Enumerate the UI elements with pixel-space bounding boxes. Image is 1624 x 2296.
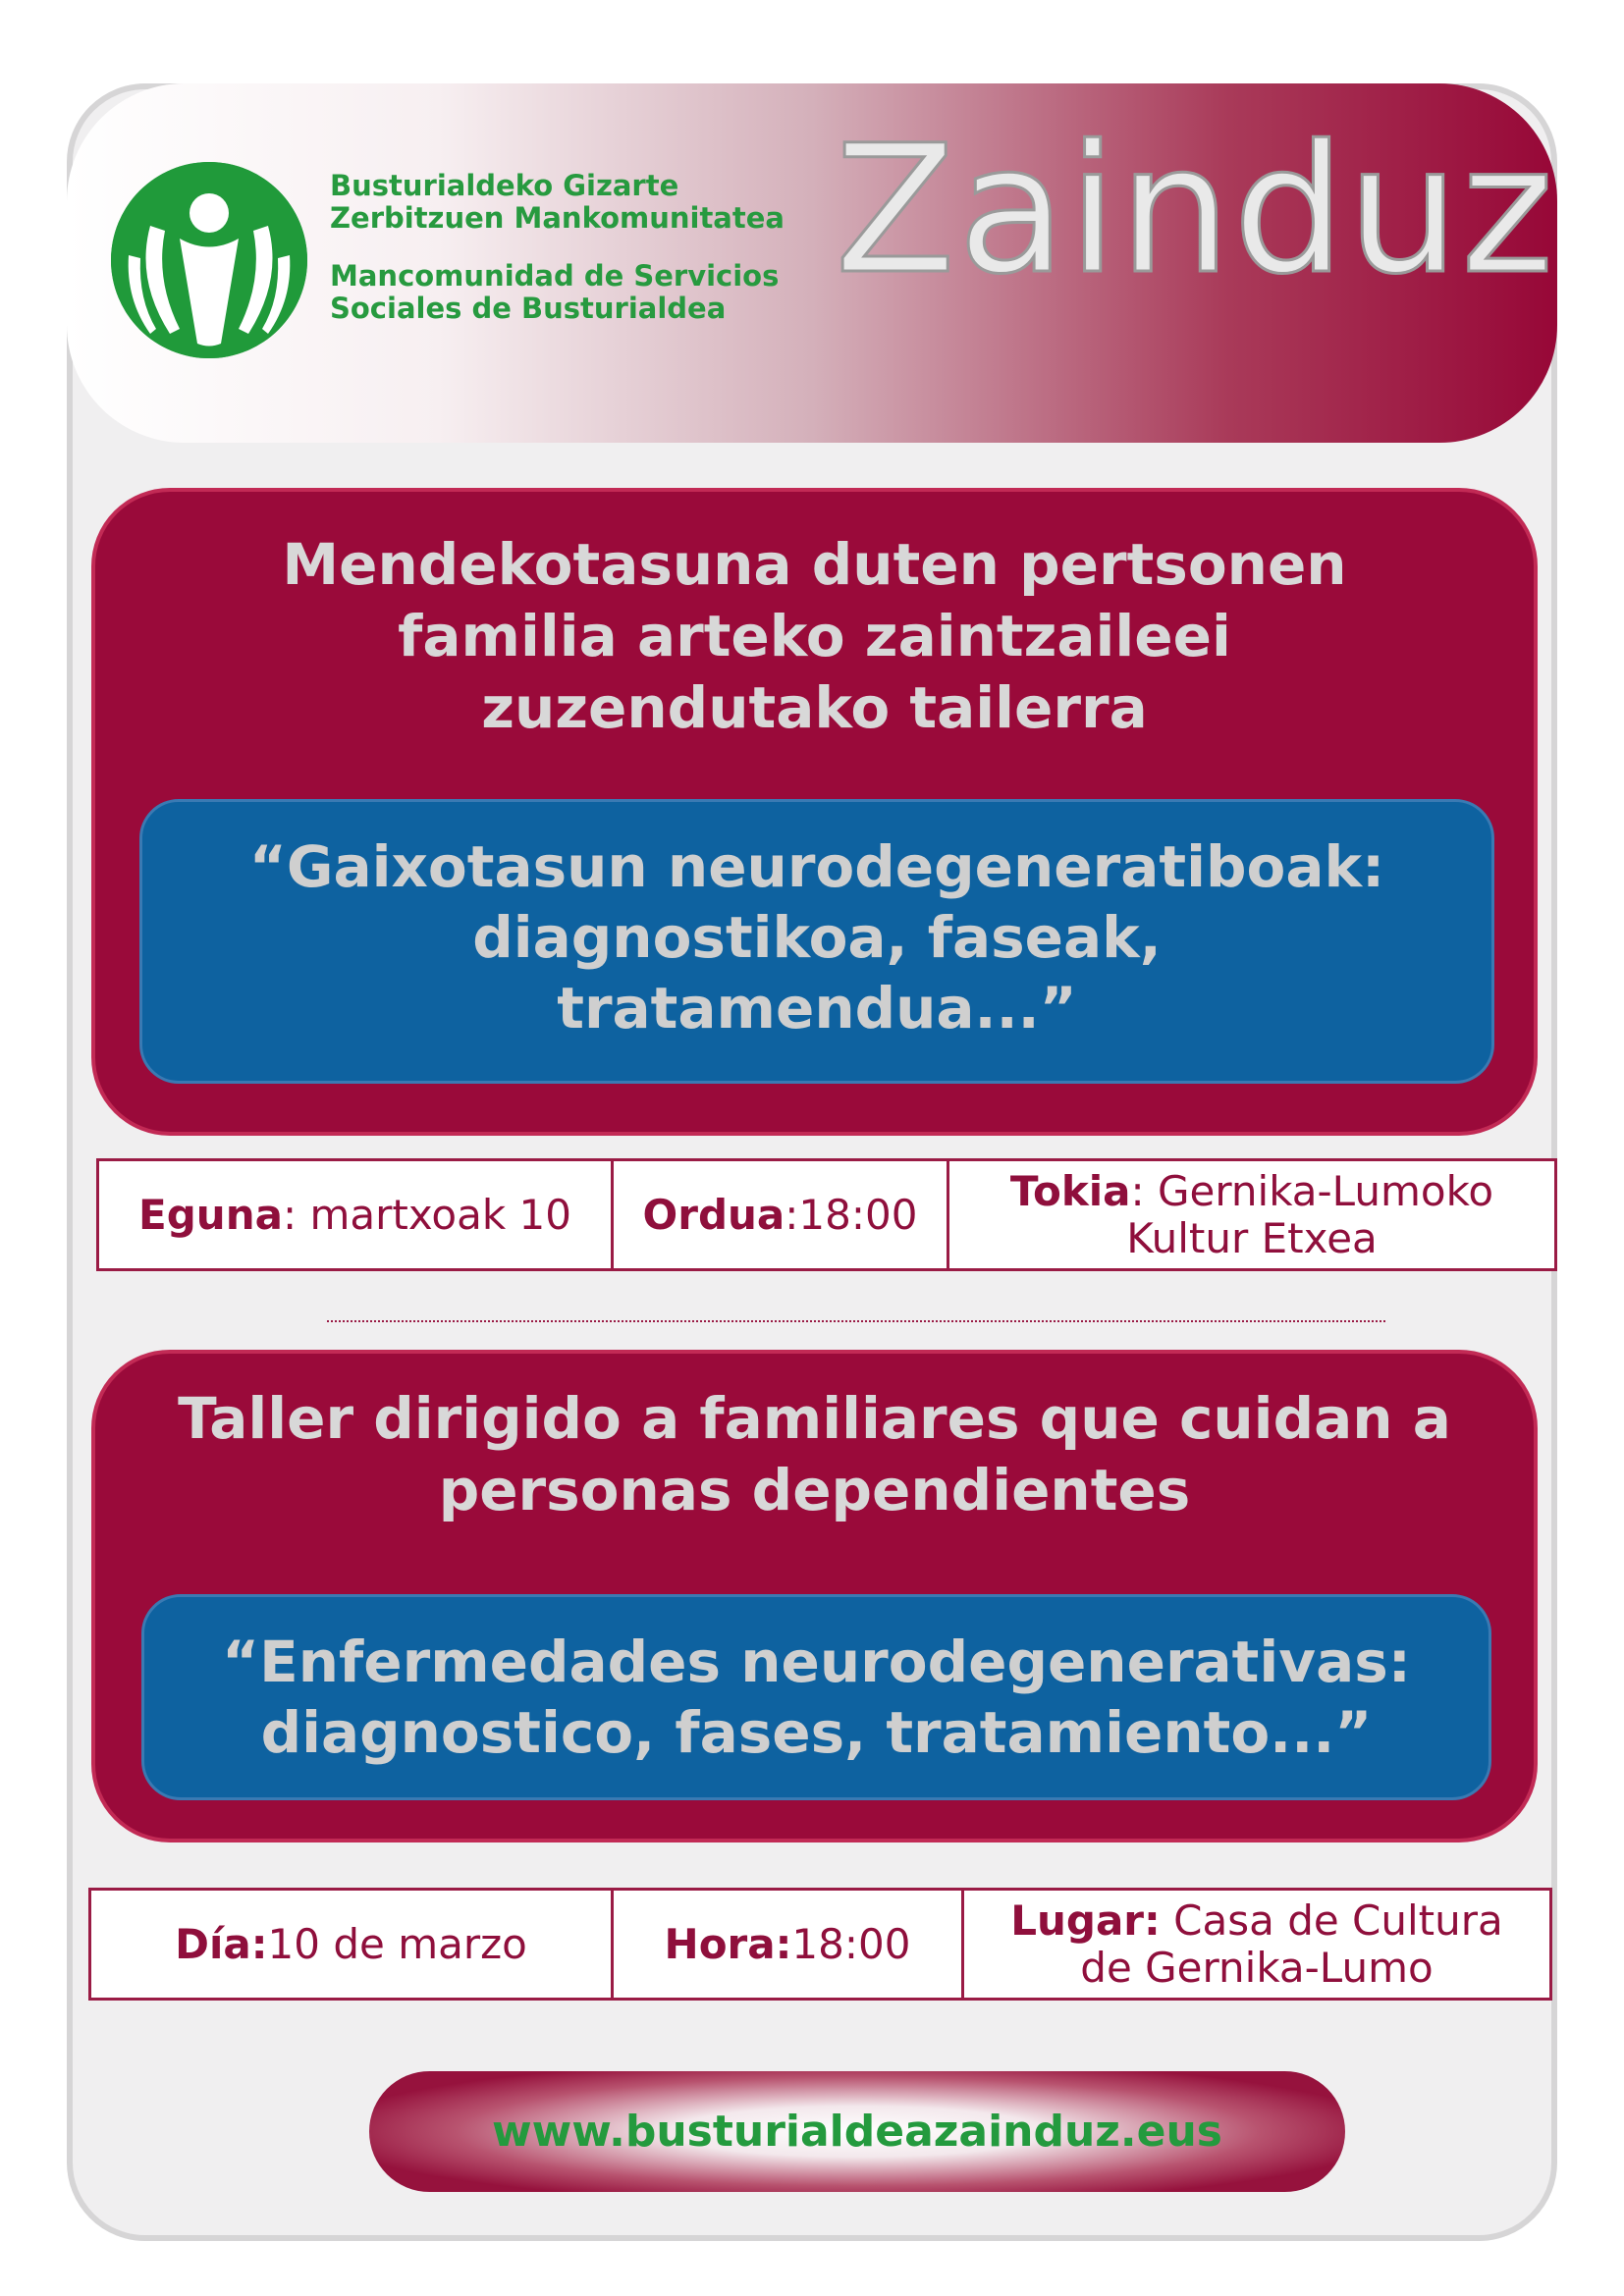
website-url[interactable]: www.busturialdeazainduz.eus — [491, 2107, 1222, 2157]
basque-topic-text — [142, 831, 1491, 1043]
basque-time-value: :18:00 — [785, 1190, 918, 1239]
basque-title-line3: zuzendutako tailerra — [481, 674, 1148, 741]
org-name-basque — [330, 170, 785, 235]
spanish-topic-line2: diagnostico, fases, tratamiento...” — [260, 1699, 1373, 1766]
spanish-time-value: 18:00 — [791, 1919, 911, 1968]
basque-topic-line2: diagnostikoa, faseak, — [472, 904, 1162, 971]
org-name-basque-line1: Busturialdeko Gizarte — [330, 169, 679, 202]
spanish-time-cell — [614, 1891, 964, 1998]
page-title: Zainduz — [835, 108, 1556, 313]
basque-title-line1: Mendekotasuna duten pertsonen — [282, 531, 1347, 598]
spanish-place-value-line2: de Gernika-Lumo — [1080, 1943, 1434, 1992]
spanish-place-value-line1: Casa de Cultura — [1160, 1896, 1503, 1945]
spanish-day-label: Día: — [175, 1919, 268, 1968]
spanish-topic-box — [141, 1594, 1491, 1800]
spanish-title-line2: personas dependientes — [438, 1457, 1191, 1523]
basque-event-details — [96, 1158, 1557, 1271]
basque-title-line2: familia arteko zaintzaileei — [398, 603, 1231, 669]
spanish-topic-line1: “Enfermedades neurodegenerativas: — [222, 1629, 1411, 1695]
basque-time-cell — [614, 1161, 949, 1268]
basque-topic-line3: tratamendua...” — [557, 975, 1077, 1041]
spanish-time-label: Hora: — [664, 1919, 792, 1968]
basque-time-label: Ordua — [642, 1190, 785, 1239]
basque-place-cell — [949, 1161, 1554, 1268]
basque-topic-line1: “Gaixotasun neurodegeneratiboak: — [248, 833, 1385, 900]
basque-day-cell — [99, 1161, 614, 1268]
org-name-spanish — [330, 260, 779, 325]
basque-place-label: Tokia — [1009, 1166, 1131, 1215]
basque-workshop-panel — [91, 488, 1538, 1136]
logo-figure-icon — [111, 162, 307, 358]
org-name-basque-line2: Zerbitzuen Mankomunitatea — [330, 201, 785, 235]
spanish-title-line1: Taller dirigido a familiares que cuidan a — [178, 1385, 1451, 1452]
basque-place-value-line2: Kultur Etxea — [1126, 1213, 1378, 1262]
spanish-place-label: Lugar: — [1010, 1896, 1161, 1945]
spanish-workshop-title — [95, 1383, 1534, 1526]
spanish-topic-text — [144, 1627, 1489, 1768]
basque-day-value: : martxoak 10 — [282, 1190, 571, 1239]
org-name-spanish-line2: Sociales de Busturialdea — [330, 292, 727, 325]
spanish-day-cell — [91, 1891, 614, 1998]
basque-place-value-line1: : Gernika-Lumoko — [1130, 1166, 1494, 1215]
basque-workshop-title — [95, 529, 1534, 744]
organization-logo — [111, 162, 307, 358]
spanish-place-cell — [964, 1891, 1549, 1998]
basque-topic-box — [139, 799, 1494, 1084]
section-divider — [327, 1320, 1385, 1322]
spanish-day-value: 10 de marzo — [267, 1919, 527, 1968]
spanish-event-details — [88, 1888, 1552, 2001]
org-name-spanish-line1: Mancomunidad de Servicios — [330, 259, 780, 293]
basque-day-label: Eguna — [138, 1190, 283, 1239]
website-link-pill[interactable] — [369, 2071, 1345, 2192]
spanish-workshop-panel — [91, 1350, 1538, 1842]
